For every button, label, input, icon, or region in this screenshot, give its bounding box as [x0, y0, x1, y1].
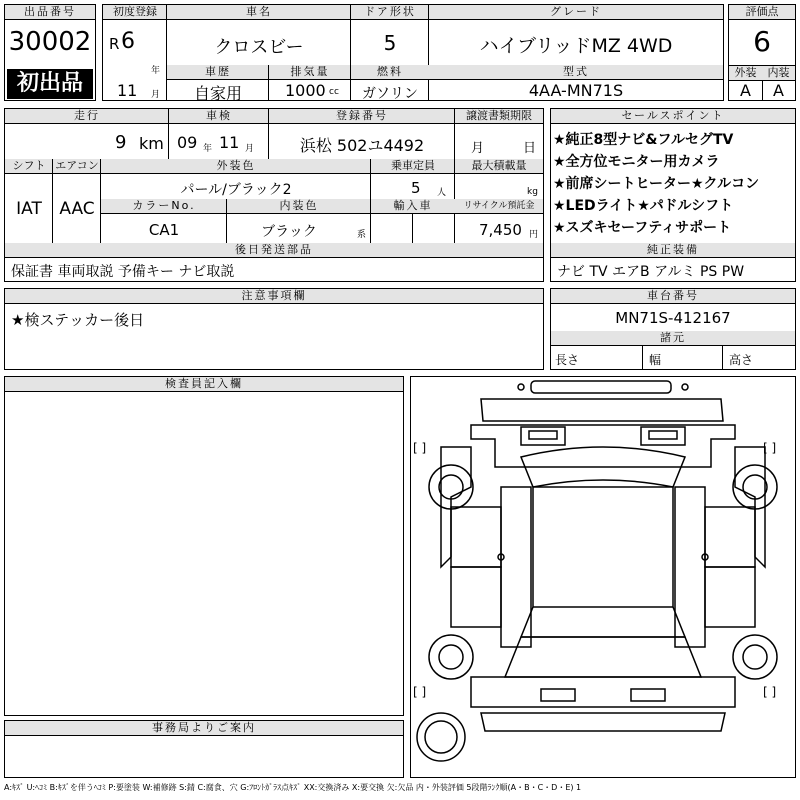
- inspection-header: 車検: [169, 109, 269, 124]
- sales-point-4: ★LEDライト★パドルシフト: [553, 198, 734, 214]
- sales-point-3: ★前席シートヒーター★クルコン: [553, 176, 760, 192]
- spec-box: [4, 108, 544, 282]
- later-parts-header: 後日発送部品: [5, 243, 543, 258]
- displacement-header: 排気量: [269, 65, 351, 80]
- capacity-header: 乗車定員: [371, 159, 455, 174]
- grade-value: ハイブリッドMZ 4WD: [479, 35, 673, 57]
- inspection-month-unit: 月: [245, 144, 255, 154]
- history-header: 車歴: [167, 65, 269, 80]
- model-value: 4AA-MN71S: [528, 81, 624, 100]
- notes-header: 注意事項欄: [5, 289, 543, 304]
- car-diagram-box: [410, 376, 796, 778]
- recycle-unit: 円: [529, 230, 539, 240]
- first-reg-header: 初度登録: [103, 5, 167, 20]
- color-no-value: CA1: [148, 221, 180, 239]
- chassis-header: 車台番号: [551, 289, 795, 304]
- dims-width: 幅: [649, 353, 662, 367]
- diagram-bracket-fr: [ ]: [763, 441, 777, 455]
- score-header: 評価点: [729, 5, 795, 20]
- score-value: 6: [753, 25, 771, 58]
- transfer-header: 譲渡書類期限: [455, 109, 543, 124]
- office-box: [4, 720, 404, 778]
- exterior-color-header: 外装色: [101, 159, 371, 174]
- score-box: [728, 4, 796, 101]
- transfer-month-unit: 月: [471, 141, 485, 156]
- sales-points-header: セールスポイント: [551, 109, 795, 124]
- inspector-header: 検査員記入欄: [5, 377, 403, 392]
- door-header: ドア形状: [351, 5, 429, 20]
- damage-legend: A:ｷｽﾞ U:ﾍｺﾐ B:ｷｽﾞを伴うﾍｺﾐ P:要塗装 W:補修跡 S:錆 C:腐食、穴 G:ﾌﾛﾝﾄｶﾞﾗｽ点ｷｽﾞ XX:交換済み X:要交換 欠:欠品 内・外装評価 5段階ﾗﾝｸ順(A・B・C・D・E) 1: [4, 783, 582, 792]
- equipment-header: 純正装備: [551, 243, 795, 258]
- mileage-unit: km: [139, 134, 164, 153]
- interior-color-suffix: 系: [357, 230, 367, 240]
- car-name-header: 車名: [167, 5, 351, 20]
- first-reg-month-unit: 月: [151, 90, 161, 100]
- fuel-header: 燃料: [351, 65, 429, 80]
- grade-header: グレード: [429, 5, 723, 20]
- interior-color-header: 内装色: [227, 199, 371, 214]
- office-header: 事務局よりご案内: [5, 721, 403, 736]
- top-info-box: [102, 4, 724, 101]
- shift-value: IAT: [16, 199, 42, 219]
- chassis-value: MN71S-412167: [615, 309, 731, 327]
- car-diagram: [411, 377, 795, 777]
- sales-point-5: ★スズキセーフティサポート: [553, 220, 732, 236]
- exterior-score-header: 外装: [729, 66, 762, 81]
- shift-header: シフト: [5, 159, 53, 174]
- first-reg-year: 6: [121, 29, 135, 54]
- sales-points-box: [550, 108, 796, 282]
- plate-header: 登録番号: [269, 109, 455, 124]
- inspection-year: 09: [177, 133, 198, 152]
- doors-value: 5: [383, 31, 397, 55]
- recycle-value: 7,450: [479, 221, 522, 239]
- mileage-header: 走行: [5, 109, 169, 124]
- interior-score-header: 内装: [762, 66, 795, 81]
- recycle-header: リサイクル預託金: [455, 199, 543, 214]
- later-parts-value: 保証書 車両取説 予備キー ナビ取説: [11, 264, 235, 280]
- first-reg-era: R: [109, 35, 120, 53]
- aircon-value: AAC: [59, 199, 95, 219]
- sales-point-2: ★全方位モニター用カメラ: [553, 154, 720, 170]
- plate-value: 浜松 502ユ4492: [299, 136, 425, 155]
- dims-length: 長さ: [555, 353, 580, 367]
- lot-header: 出品番号: [5, 5, 95, 20]
- notes-box: [4, 288, 544, 370]
- history-value: 自家用: [193, 84, 242, 103]
- diagram-bracket-fl: [ ]: [413, 441, 427, 455]
- chassis-box: [550, 288, 796, 370]
- notes-value: ★検ステッカー後日: [11, 311, 145, 329]
- diagram-bracket-rr: [ ]: [763, 685, 777, 699]
- interior-color-value: ブラック: [261, 224, 317, 240]
- diagram-bracket-rl: [ ]: [413, 685, 427, 699]
- capacity-unit: 人: [437, 188, 447, 198]
- dims-height: 高さ: [729, 353, 754, 367]
- interior-score: A: [773, 81, 784, 100]
- equipment-value: ナビ TV エアB アルミ PS PW: [557, 264, 745, 280]
- sales-point-1: ★純正8型ナビ&フルセグTV: [553, 132, 734, 148]
- displacement-value: 1000: [285, 81, 326, 100]
- first-listing-badge: 初出品: [7, 69, 93, 99]
- capacity-value: 5: [411, 179, 421, 197]
- car-name: クロスビー: [214, 37, 304, 58]
- lot-number: 30002: [8, 27, 92, 57]
- exterior-color-value: パール/ブラック2: [180, 182, 292, 198]
- lot-box: [4, 4, 96, 101]
- displacement-unit: cc: [329, 87, 339, 97]
- dims-header: 諸元: [551, 331, 795, 346]
- color-no-header: カラーNo.: [101, 199, 227, 214]
- import-header: 輸入車: [371, 199, 455, 214]
- model-header: 型式: [429, 65, 723, 80]
- transfer-day-unit: 日: [523, 141, 537, 156]
- mileage-value: 9: [115, 132, 127, 153]
- exterior-score: A: [740, 81, 751, 100]
- inspector-box: [4, 376, 404, 716]
- aircon-header: エアコン: [53, 159, 101, 174]
- first-reg-month: 11: [117, 81, 138, 100]
- max-load-unit: kg: [527, 187, 538, 197]
- inspection-month: 11: [219, 133, 240, 152]
- fuel-value: ガソリン: [362, 86, 418, 102]
- first-reg-year-unit: 年: [151, 66, 161, 76]
- inspection-year-unit: 年: [203, 144, 213, 154]
- max-load-header: 最大積載量: [455, 159, 543, 174]
